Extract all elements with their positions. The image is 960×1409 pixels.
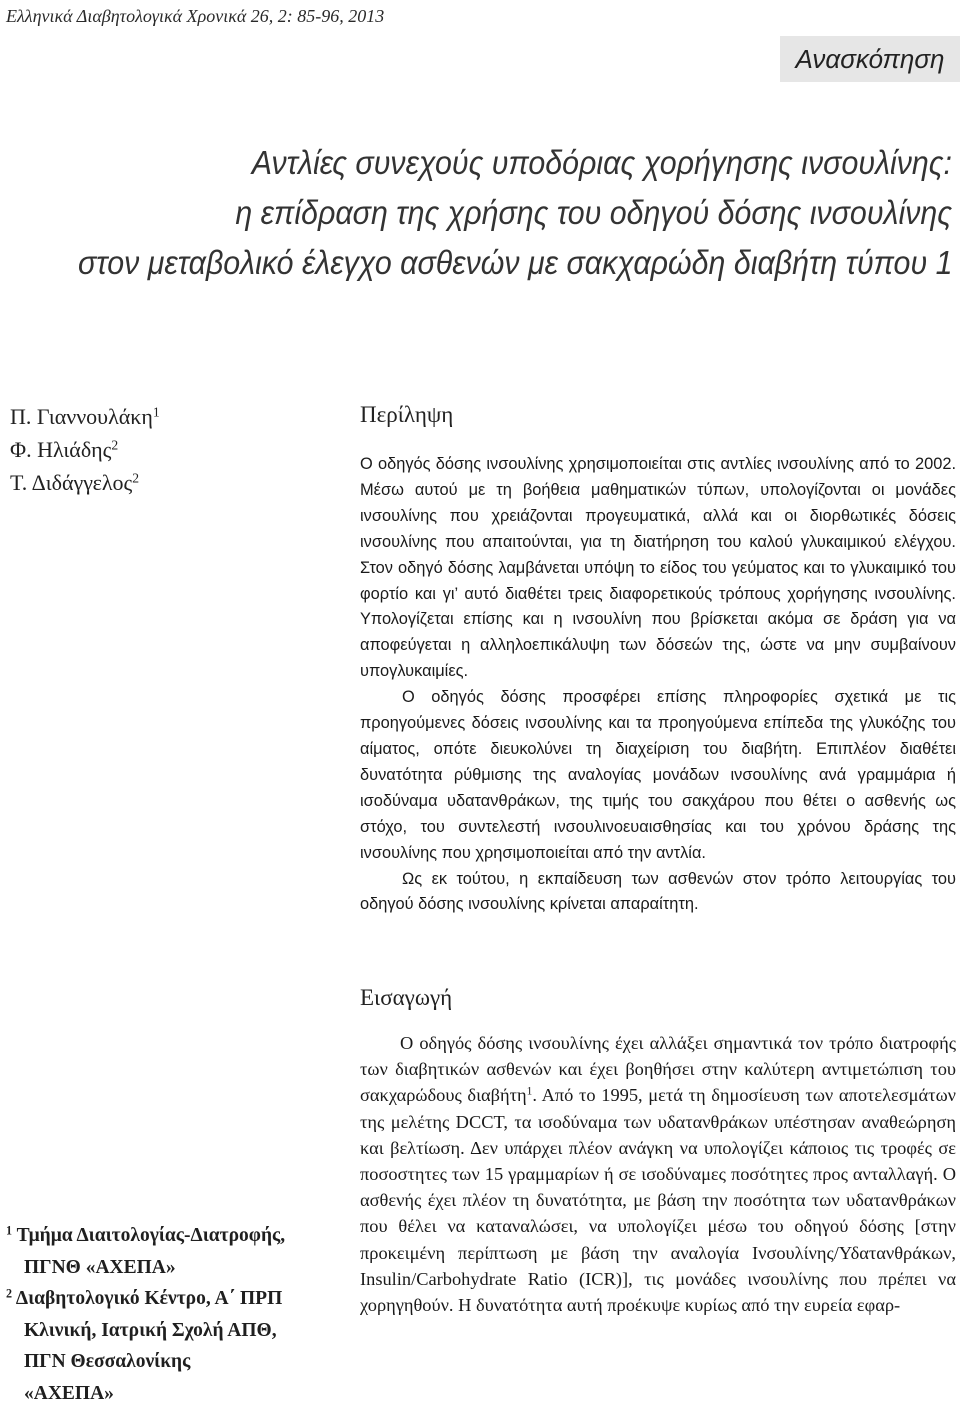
article-title bbox=[78, 138, 952, 288]
affiliation-line: Κλινική, Ιατρική Σχολή ΑΠΘ, bbox=[6, 1315, 336, 1347]
abstract-heading: Περίληψη bbox=[360, 402, 453, 428]
journal-citation: Ελληνικά Διαβητολογικά Χρονικά 26, 2: 85-96, 2013 bbox=[6, 6, 384, 27]
abstract-body bbox=[360, 452, 956, 918]
introduction-heading: Εισαγωγή bbox=[360, 985, 452, 1011]
author: Π. Γιαννουλάκη$^1$ bbox=[10, 400, 160, 433]
affiliation-line: $^1$ Τμήμα Διαιτολογίας-Διατροφής, bbox=[6, 1225, 285, 1246]
title-line: η επίδραση της χρήσης του οδηγού δόσης ινσουλίνης bbox=[78, 188, 952, 238]
abstract-paragraph: Ο οδηγός δόσης ινσουλίνης χρησιμοποιείται στις αντλίες ινσουλίνης από το 2002. Μέσω αυτού με τη βοήθεια μαθηματικών τύπων, υπολογίζονται οι μονάδες ινσουλίνης που χρειάζονται προγευματικά, αλλά και οι διορθωτικές δόσεις ινσουλίνης που απαιτούνται, για τη διατήρηση του καλού γλυκαιμικού ελέγχου. Στον οδηγό δόσης λαμβάνεται υπόψη το είδος του γεύματος και το γλυκαιμικό του φορτίο και γι’ αυτό διαθέτει τρεις διαφορετικούς τρόπους χορήγησης ινσουλίνης. Υπολογίζεται επίσης και η ινσουλίνη που βρίσκεται ακόμα σε δράση για να αποφεύγεται η αλληλοεπικάλυψη των δόσεών της, ώστε να μην συμβαίνουν υπογλυκαιμίες. bbox=[360, 452, 956, 685]
affiliation-line: «ΑΧΕΠΑ» bbox=[6, 1378, 336, 1409]
author: Τ. Διδάγγελος$^2$ bbox=[10, 466, 160, 499]
title-line: στον μεταβολικό έλεγχο ασθενών με σακχαρώδη διαβήτη τύπου 1 bbox=[78, 238, 952, 288]
section-label: Ανασκόπηση bbox=[780, 36, 960, 82]
author-list bbox=[10, 400, 160, 499]
title-line: Αντλίες συνεχούς υποδόριας χορήγησης ινσουλίνης: bbox=[78, 138, 952, 188]
abstract-paragraph: Ο οδηγός δόσης προσφέρει επίσης πληροφορίες σχετικά με τις προηγούμενες δόσεις ινσουλίνης και τα προηγούμενα επίπεδα της γλυκόζης του αίματος, οπότε διευκολύνει τη διαχείριση του διαβήτη. Επιπλέον διαθέτει δυνατότητα ρύθμισης της αναλογίας μονάδων ινσουλίνης ανά γραμμάρια ή ισοδύναμα υδατανθράκων, της τιμής του σακχάρου που θέτει ο ασθενής ως στόχο, του συντελεστή ινσουλινοευαισθησίας και του χρόνου δράσης της ινσουλίνης που χρησιμοποιείται από την αντλία. bbox=[360, 685, 956, 866]
affiliation bbox=[6, 1220, 336, 1283]
abstract-paragraph: Ως εκ τούτου, η εκπαίδευση των ασθενών στον τρόπο λειτουργίας του οδηγού δόσης ινσουλίνης κρίνεται απαραίτητη. bbox=[360, 867, 956, 919]
affiliation-line: $^2$ Διαβητολογικό Κέντρο, Α΄ ΠΡΠ bbox=[6, 1288, 282, 1309]
affiliation-line: ΠΓΝ Θεσσαλονίκης bbox=[6, 1346, 336, 1378]
citation-ref: 1 bbox=[527, 1086, 533, 1098]
affiliation-line: ΠΓΝΘ «ΑΧΕΠΑ» bbox=[6, 1252, 336, 1284]
introduction-body bbox=[360, 1030, 956, 1318]
author: Φ. Ηλιάδης$^2$ bbox=[10, 433, 160, 466]
affiliations bbox=[6, 1220, 336, 1409]
introduction-paragraph: Ο οδηγός δόσης ινσουλίνης έχει αλλάξει σημαντικά τον τρόπο διατροφής των διαβητικών ασθενών και έχει βοηθήσει στην καλύτερη αντιμετώπιση του σακχαρώδους διαβήτη$^1$. Από το 1995, μετά τη δημοσίευση των αποτελεσμάτων της μελέτης DCCT, τα ισοδύναμα των υδατανθράκων υπέστησαν αναθεώρηση και βελτίωση. Δεν υπάρχει πλέον ανάγκη να υπολογίζει κάποιος τις τροφές σε ποσοστητες των 15 γραμμαρίων ή σε ισοδύναμες ποσότητες προς ανταλλαγή. Ο ασθενής έχει πλέον τη δυνατότητα, με βάση την ποσότητα των υδατανθράκων που θέλει να καταναλώσει, να υπολογίζει μέσω του οδηγού δόσης [στην προκειμένη περίπτωση με βάση την αναλογία Ινσουλίνης/Υδατανθράκων, Insulin/Carbohydrate Ratio (ICR)], τις μονάδες ινσουλίνης που πρέπει να χορηγηθούν. Η δυνατότητα αυτή προέκυψε κυρίως από την ευρεία εφαρ- bbox=[360, 1030, 956, 1318]
affiliation bbox=[6, 1283, 336, 1409]
